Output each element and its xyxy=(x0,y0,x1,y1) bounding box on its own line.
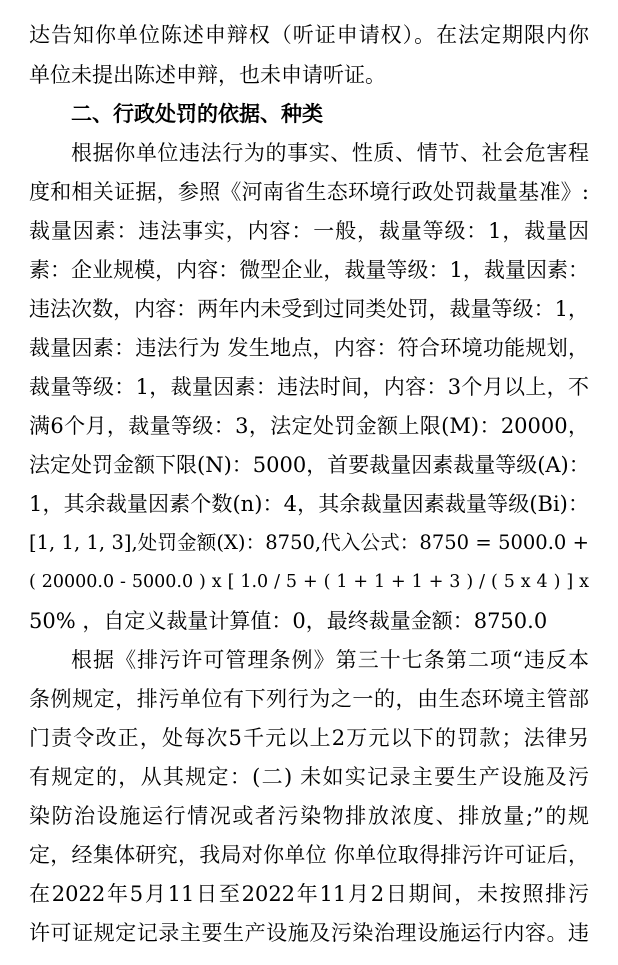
text-line: 违法次数，内容：两年内未受到过同类处罚，裁量等级：1， xyxy=(29,297,589,321)
text-line: 门责令改正，处每次5千元以上2万元以下的罚款；法律另 xyxy=(29,726,589,750)
text-line: 度和相关证据，参照《河南省生态环境行政处罚裁量基准》: xyxy=(29,180,589,204)
text-line: 满6个月，裁量等级：3，法定处罚金额上限(M)：20000， xyxy=(29,414,589,438)
text-line: 根据你单位违法行为的事实、性质、情节、社会危害程 xyxy=(71,141,589,165)
text-line: 1，其余裁量因素个数(n)：4，其余裁量因素裁量等级(Bi)： xyxy=(29,492,589,516)
text-line: ( 20000.0 - 5000.0 ) x [ 1.0 / 5 + ( 1 + 1 + 1 + 3 ) / ( 5 x 4 ) ] x xyxy=(29,572,589,592)
text-line: 染防治设施运行情况或者污染物排放浓度、排放量;”的规 xyxy=(29,804,589,828)
text-line: 定，经集体研究，我局对你单位 你单位取得排污许可证后， xyxy=(29,843,589,867)
text-line: 素：企业规模，内容：微型企业，裁量等级：1，裁量因素： xyxy=(29,258,589,282)
text-line: 达告知你单位陈述申辩权（听证申请权）。在法定期限内你 xyxy=(29,23,589,47)
text-line: 条例规定，排污单位有下列行为之一的，由生态环境主管部 xyxy=(29,687,589,711)
text-line: 许可证规定记录主要生产设施及污染治理设施运行内容。违 xyxy=(29,921,589,945)
text-line: [1, 1, 1, 3],处罚金额(X)：8750,代入公式：8750 = 5000.0 + xyxy=(29,531,589,554)
text-line: 50% ，自定义裁量计算值：0，最终裁量金额：8750.0 xyxy=(29,609,548,633)
text-line: 裁量因素：违法事实，内容：一般，裁量等级：1，裁量因 xyxy=(29,219,589,243)
text-line: 法定处罚金额下限(N)：5000，首要裁量因素裁量等级(A)： xyxy=(29,453,590,477)
text-line: 裁量等级：1，裁量因素：违法时间，内容：3个月以上，不 xyxy=(29,375,589,399)
text-line: 在2022年5月11日至2022年11月2日期间，未按照排污 xyxy=(29,882,589,906)
text-line: 裁量因素：违法行为 发生地点，内容：符合环境功能规划， xyxy=(29,336,589,360)
text-line: 有规定的，从其规定：(二) 未如实记录主要生产设施及污 xyxy=(29,765,589,789)
text-line: 单位未提出陈述申辩，也未申请听证。 xyxy=(29,63,386,87)
text-line: 根据《排污许可管理条例》第三十七条第二项“违反本 xyxy=(71,648,589,672)
section-heading: 二、行政处罚的依据、种类 xyxy=(71,102,323,126)
